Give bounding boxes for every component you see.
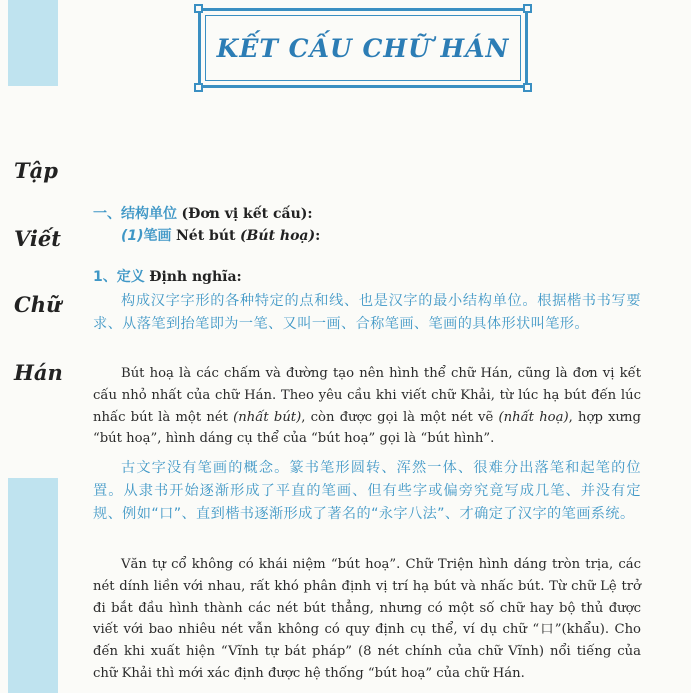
subsection-number: (1)	[121, 228, 144, 244]
definition-number: 1、	[93, 269, 117, 285]
frame-corner	[194, 83, 203, 92]
title-frame	[198, 8, 528, 88]
frame-corner	[523, 4, 532, 13]
side-color-block-bottom	[8, 478, 58, 693]
definition-heading	[93, 266, 242, 286]
subsection-heading	[121, 225, 320, 245]
section-heading	[93, 203, 313, 223]
paragraph-vietnamese-1	[93, 363, 641, 450]
text-run: , hợp xưng “bút hoạ”, hình dáng cụ thể của “bút hoạ” gọi là “bút hình”.	[93, 409, 641, 447]
frame-corner	[194, 4, 203, 13]
subsection-label-vn-italic: (Bút hoạ)	[239, 228, 316, 244]
section-label-zh: 结构单位	[121, 206, 177, 222]
section-label-vn: (Đơn vị kết cấu):	[181, 206, 313, 222]
subsection-label-vn: Nét bút	[176, 228, 236, 244]
text-run: , còn được gọi là một nét vẽ	[301, 409, 499, 425]
frame-corner	[523, 83, 532, 92]
side-color-block-top	[8, 0, 58, 86]
subsection-colon: :	[315, 228, 321, 244]
side-calligraphy-word: Chữ	[14, 292, 62, 317]
side-calligraphy-word: Viết	[14, 226, 61, 251]
side-calligraphy-word: Hán	[14, 360, 63, 385]
side-calligraphy-word: Tập	[14, 158, 58, 183]
text-run-italic: (nhất hoạ)	[498, 409, 569, 425]
section-number: 一、	[93, 206, 121, 222]
page-title: KẾT CẤU CHỮ HÁN	[216, 33, 510, 63]
definition-label-vn: Định nghĩa:	[149, 269, 242, 285]
text-run-italic: (nhất bút)	[233, 409, 302, 425]
text-run: Bút hoạ là các chấm và đường tạo nên hình thể chữ Hán, cũng là đơn vị kết cấu nhỏ nhất của chữ Hán. Theo yêu cầu khi viết chữ Khải, từ lúc hạ bút đến lúc nhấc bút là một nét	[93, 366, 641, 425]
definition-label-zh: 定义	[116, 269, 145, 285]
paragraph-chinese-2: 古文字没有笔画的概念。篆书笔形圆转、浑然一体、很难分出落笔和起笔的位置。从隶书开始逐渐形成了平直的笔画、但有些字或偏旁究竟写成几笔、并没有定规、例如“口”、直到楷书逐渐形成了著名的“永字八法”、才确定了汉字的笔画系统。	[93, 460, 641, 523]
subsection-label-zh: 笔画	[143, 228, 172, 244]
paragraph-vietnamese-2: Văn tự cổ không có khái niệm “bút hoạ”. Chữ Triện hình dáng tròn trịa, các nét dính liền với nhau, rất khó phân định vị trí hạ bút và nhấc bút. Từ chữ Lệ trở đi bắt đầu hình thành các nét bút thẳng, nhưng có một số chữ hay bộ thủ được viết với bao nhiêu nét vẫn không có quy định cụ thể, ví dụ chữ “口”(khẩu). Cho đến khi xuất hiện “Vĩnh tự bát pháp” (8 nét chính của chữ Vĩnh) nổi tiếng của chữ Khải thì mới xác định được hệ thống “bút hoạ” của chữ Hán.	[93, 557, 641, 681]
paragraph-chinese-1: 构成汉字字形的各种特定的点和线、也是汉字的最小结构单位。根据楷书书写要求、从落笔到抬笔即为一笔、又叫一画、合称笔画、笔画的具体形状叫笔形。	[93, 293, 641, 333]
